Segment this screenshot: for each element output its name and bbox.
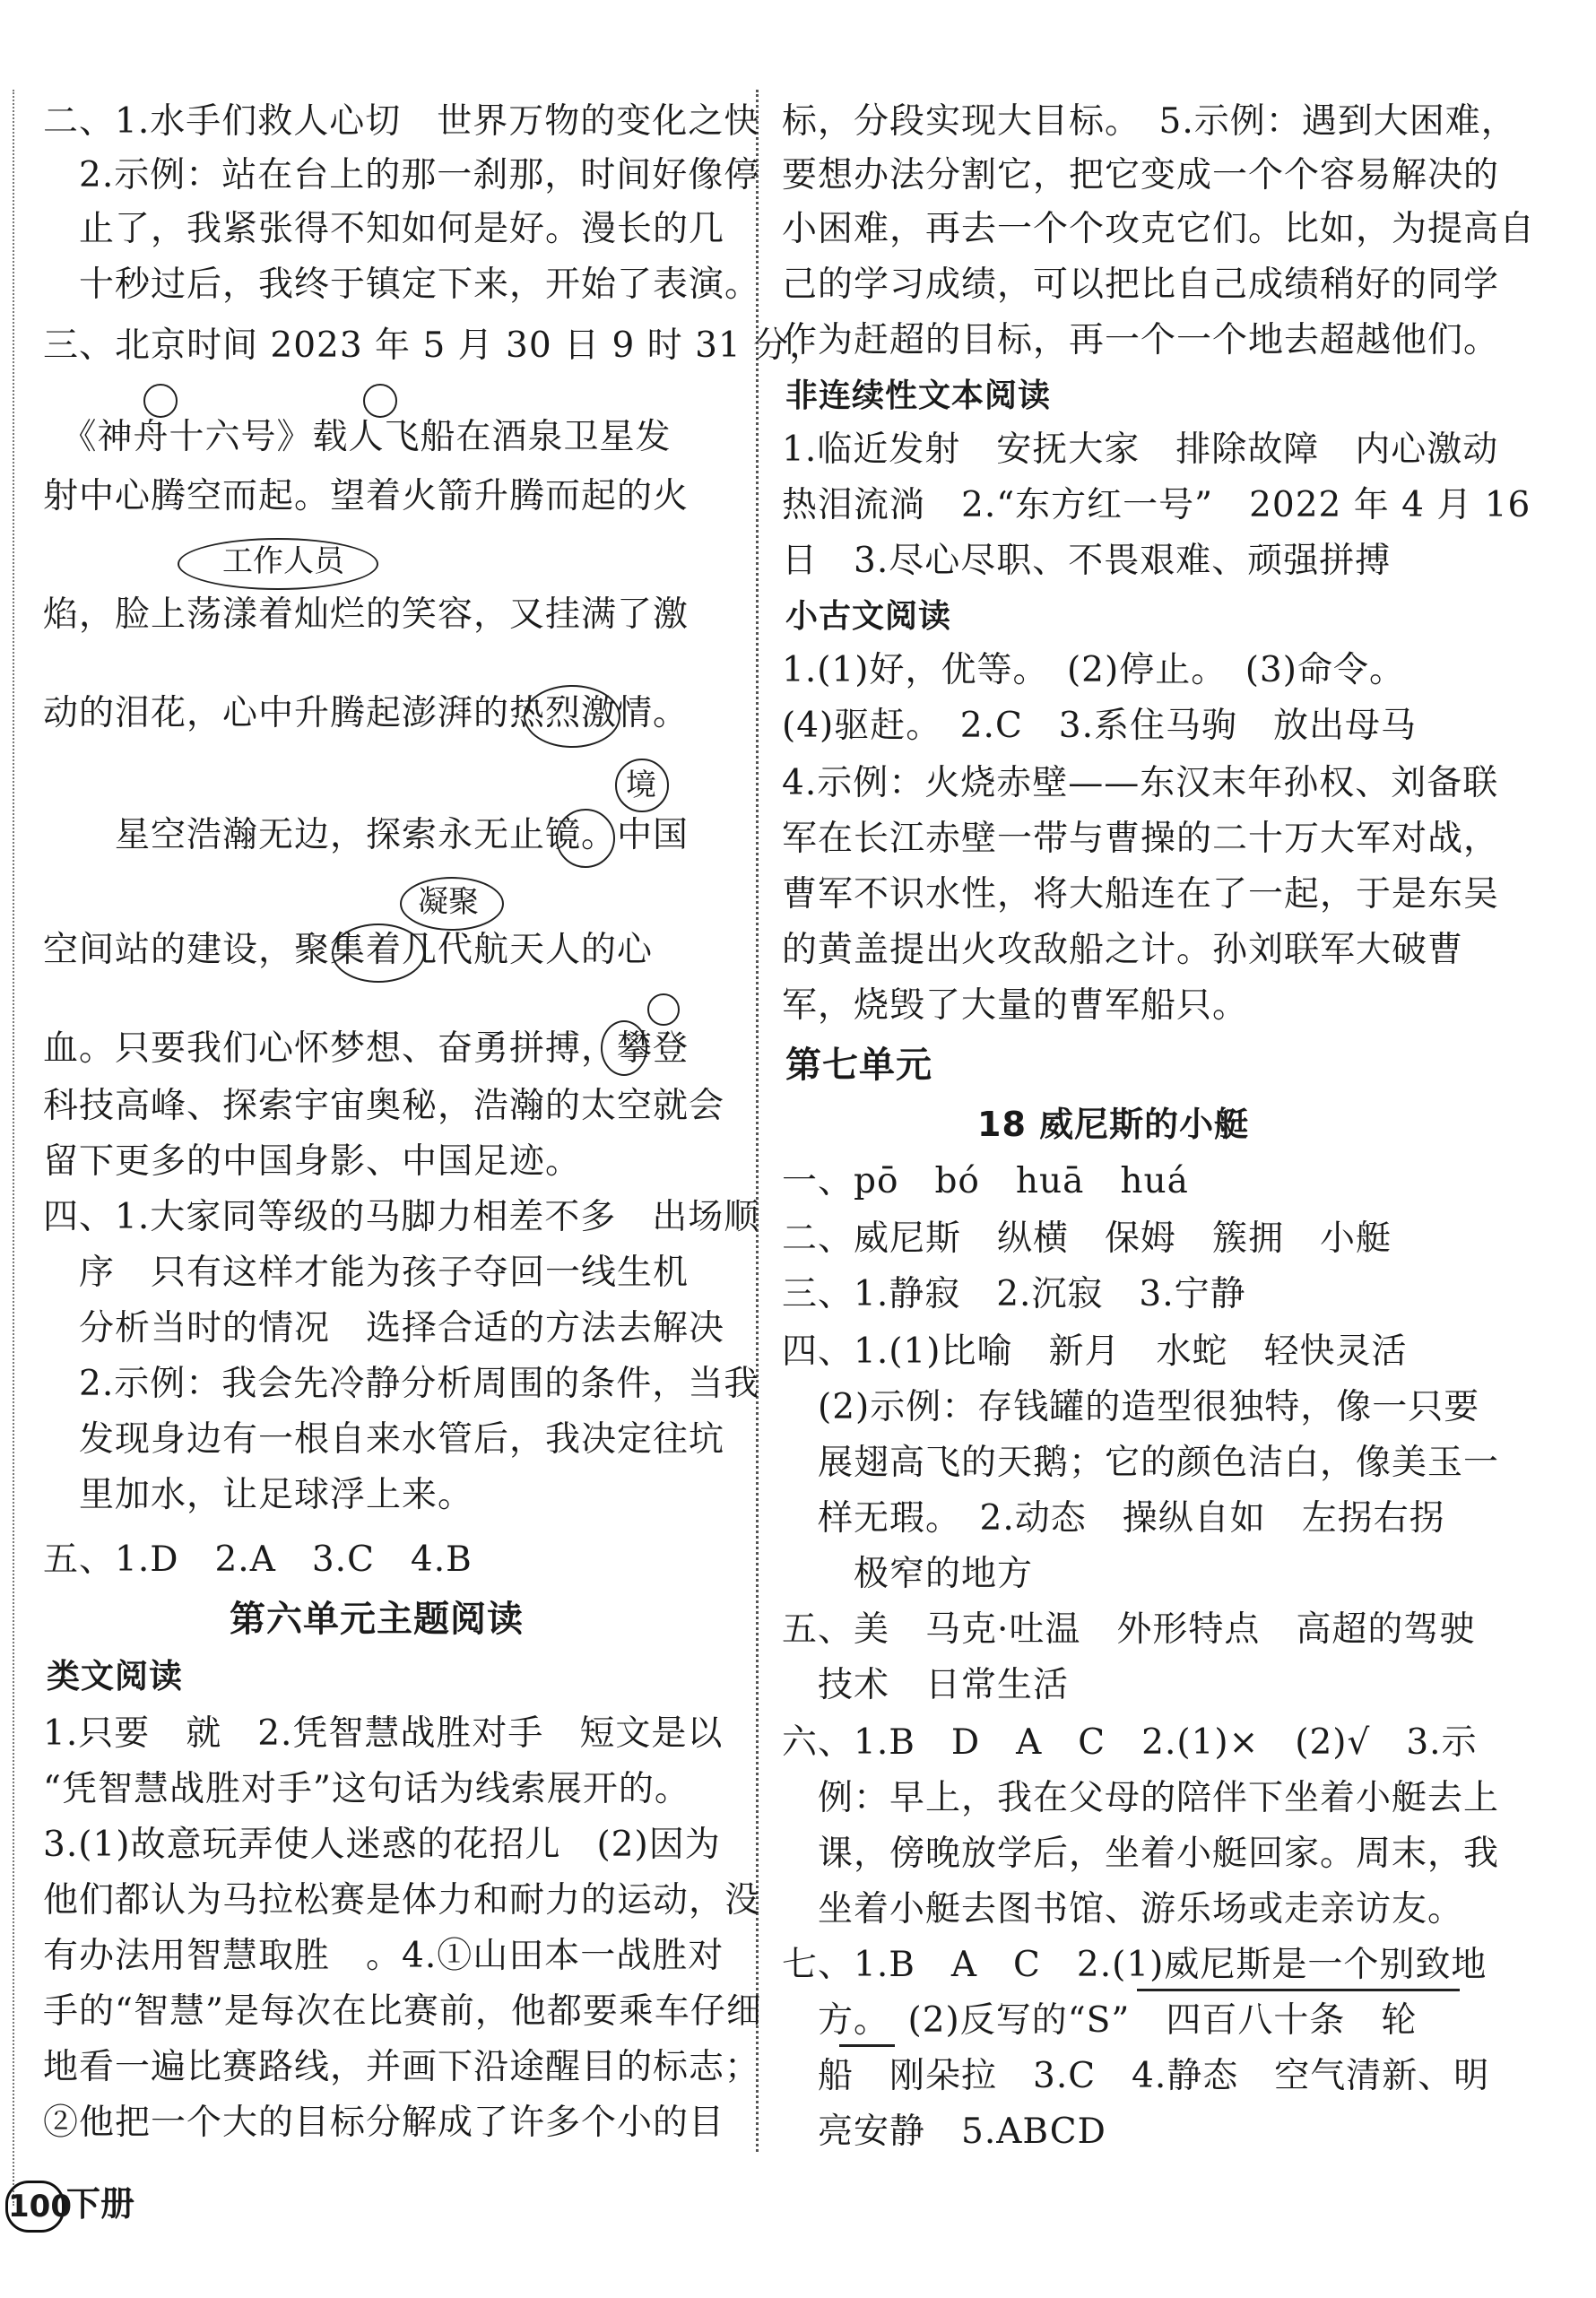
right-line-6: 1.临近发射 安抚大家 排除故障 内心激动 xyxy=(782,429,1499,470)
right-line-28: 课，傍晚放学后，坐着小艇回家。周末，我 xyxy=(782,1834,1500,1874)
left-line-12: 血。只要我们心怀梦想、奋勇拼搏，攀登 xyxy=(43,1028,690,1069)
left-line-19: 发现身边有一根自来水管后，我决定往坑 xyxy=(43,1419,725,1460)
right-line-1: 标，分段实现大目标。 5.示例：遇到大困难， xyxy=(782,101,1517,142)
right-line-14: 的黄盖提出火攻敌船之计。孙刘联军大破曹 xyxy=(782,930,1464,970)
left-line-27: 手的“智慧”是每次在比赛前，他都要乘车仔细 xyxy=(43,1991,762,2032)
left-line-13: 科技高峰、探索宇宙奥秘，浩瀚的太空就会 xyxy=(43,1086,725,1126)
left-line-18: 2.示例：我会先冷静分析周围的条件，当我 xyxy=(43,1364,760,1404)
right-line-5: 作为赶超的目标，再一个一个地去超越他们。 xyxy=(782,320,1500,360)
right-line-15: 军，烧毁了大量的曹军船只。 xyxy=(782,985,1249,1026)
left-line-8: 焰，脸上荡漾着灿烂的笑容，又挂满了激 xyxy=(43,594,690,635)
correction-annotation: 凝聚 xyxy=(418,884,479,920)
left-line-22: 1.只要 就 2.凭智慧战胜对手 短文是以 xyxy=(43,1713,724,1754)
right-line-9: 1.(1)好，优等。 (2)停止。 (3)命令。 xyxy=(782,650,1405,690)
binding-edge-dots xyxy=(13,90,14,2206)
edit-mark-circle xyxy=(647,993,680,1026)
page-number: 100 xyxy=(5,2181,65,2233)
left-line-15: 四、1.大家同等级的马脚力相差不多 出场顺 xyxy=(43,1197,760,1237)
left-line-28: 地看一遍比赛路线，并画下沿途醒目的标志； xyxy=(43,2047,761,2087)
right-line-3: 小困难，再去一个个攻克它们。比如，为提高自 xyxy=(782,209,1536,249)
left-line-26: 有办法用智慧取胜 。4.①山田本一战胜对 xyxy=(43,1936,724,1976)
right-line-19: 四、1.(1)比喻 新月 水蛇 轻快灵活 xyxy=(782,1331,1408,1372)
right-line-23: 极窄的地方 xyxy=(782,1554,1034,1594)
right-line-20: (2)示例：存钱罐的造型很独特，像一只要 xyxy=(782,1387,1480,1427)
right-line-30: 七、1.B A C 2.(1)威尼斯是一个别致地 xyxy=(782,1945,1488,1985)
left-line-1: 二、1.水手们救人心切 世界万物的变化之快 xyxy=(43,101,760,142)
right-line-2: 要想办法分割它，把它变成一个个容易解决的 xyxy=(782,155,1500,195)
left-line-2: 2.示例：站在台上的那一刹那，时间好像停 xyxy=(43,155,760,195)
right-line-17: 二、威尼斯 纵横 保姆 簇拥 小艇 xyxy=(782,1218,1392,1259)
answer-underline xyxy=(839,2044,895,2047)
right-line-21: 展翅高飞的天鹅；它的颜色洁白，像美玉一 xyxy=(782,1443,1500,1483)
left-line-24: 3.(1)故意玩弄使人迷惑的花招儿 (2)因为 xyxy=(43,1825,721,1865)
left-line-20: 里加水，让足球浮上来。 xyxy=(43,1475,474,1515)
right-line-22: 样无瑕。 2.动态 操纵自如 左拐右拐 xyxy=(782,1498,1445,1539)
sub-title-nonlinear: 非连续性文本阅读 xyxy=(785,377,1052,414)
left-line-23: “凭智慧战胜对手”这句话为线索展开的。 xyxy=(43,1769,690,1809)
left-line-25: 他们都认为马拉松赛是体力和耐力的运动，没 xyxy=(43,1880,761,1921)
sub-title: 类文阅读 xyxy=(47,1657,183,1695)
right-line-27: 例：早上，我在父母的陪伴下坐着小艇去上 xyxy=(782,1778,1500,1818)
right-line-32: 船 刚朵拉 3.C 4.静态 空气清新、明 xyxy=(782,2056,1490,2096)
column-divider xyxy=(756,90,759,2152)
right-line-7: 热泪流淌 2.“东方红一号” 2022 年 4 月 16 xyxy=(782,485,1531,525)
right-line-18: 三、1.静寂 2.沉寂 3.宁静 xyxy=(782,1274,1246,1314)
left-line-3: 止了，我紧张得不知如何是好。漫长的几 xyxy=(43,209,725,249)
left-line-11: 空间站的建设，聚集着几代航天人的心 xyxy=(43,930,654,970)
lesson-title: 18 威尼斯的小艇 xyxy=(977,1105,1250,1144)
left-line-16: 序 只有这样才能为孩子夺回一线生机 xyxy=(43,1253,690,1293)
right-line-33: 亮安静 5.ABCD xyxy=(782,2112,1106,2152)
right-line-13: 曹军不识水性，将大船连在了一起，于是东吴 xyxy=(782,874,1500,915)
right-line-25: 技术 日常生活 xyxy=(782,1665,1070,1705)
right-line-12: 军在长江赤壁一带与曹操的二十万大军对战， xyxy=(782,819,1500,859)
left-line-21: 五、1.D 2.A 3.C 4.B xyxy=(43,1539,473,1580)
left-line-7: 射中心腾空而起。望着火箭升腾而起的火 xyxy=(43,476,690,516)
left-line-29: ②他把一个大的目标分解成了许多个小的目 xyxy=(43,2103,725,2143)
unit-title: 第七单元 xyxy=(785,1045,932,1086)
insertion-annotation: 工作人员 xyxy=(222,543,344,579)
left-line-6: 《神舟十六号》载人飞船在酒泉卫星发 xyxy=(43,417,672,457)
volume-label: 下册 xyxy=(66,2184,135,2224)
sub-title-classical: 小古文阅读 xyxy=(785,598,952,635)
right-line-16: 一、pō bó huā huá xyxy=(782,1161,1189,1201)
right-line-24: 五、美 马克·吐温 外形特点 高超的驾驶 xyxy=(782,1609,1476,1650)
left-line-4: 十秒过后，我终于镇定下来，开始了表演。 xyxy=(43,264,761,305)
left-line-5: 三、北京时间 2023 年 5 月 30 日 9 时 31 分， xyxy=(43,325,826,366)
left-line-10: 星空浩瀚无边，探索永无止镜。中国 xyxy=(43,815,690,855)
right-line-29: 坐着小艇去图书馆、游乐场或走亲访友。 xyxy=(782,1889,1464,1929)
right-line-4: 己的学习成绩，可以把比自己成绩稍好的同学 xyxy=(782,264,1500,305)
left-line-14: 留下更多的中国身影、中国足迹。 xyxy=(43,1141,582,1182)
answer-underline xyxy=(1137,1989,1460,1991)
right-line-26: 六、1.B D A C 2.(1)× (2)√ 3.示 xyxy=(782,1722,1478,1763)
right-line-8: 日 3.尽心尽职、不畏艰难、顽强拼搏 xyxy=(782,541,1392,581)
left-line-17: 分析当时的情况 选择合适的方法去解决 xyxy=(43,1308,725,1348)
section-title: 第六单元主题阅读 xyxy=(230,1599,524,1640)
right-line-10: (4)驱赶。 2.C 3.系住马驹 放出母马 xyxy=(782,706,1418,746)
correction-annotation: 境 xyxy=(626,767,656,803)
left-line-9: 动的泪花，心中升腾起澎湃的热烈激情。 xyxy=(43,693,690,733)
right-line-31: 方。 (2)反写的“S” 四百八十条 轮 xyxy=(782,2000,1418,2041)
right-line-11: 4.示例：火烧赤壁——东汉末年孙权、刘备联 xyxy=(782,763,1499,803)
